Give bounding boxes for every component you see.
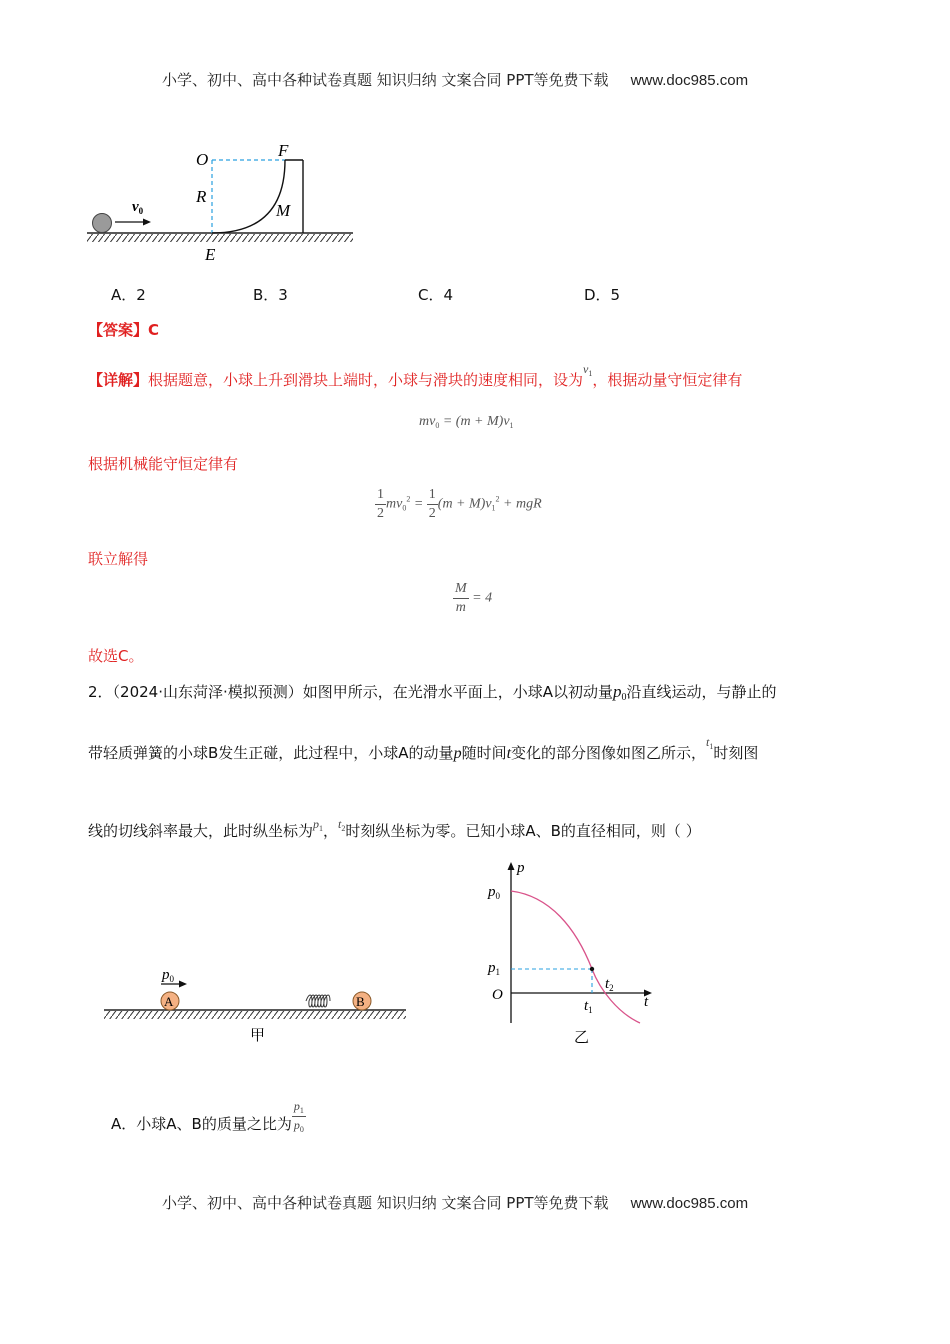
footer-url[interactable]: www.doc985.com bbox=[630, 1195, 749, 1212]
q2-line1: 2．（2024·山东菏泽·模拟预测）如图甲所示，在光滑水平面上，小球A以初动量$p_0$沿直线运动，与静止的 bbox=[88, 682, 777, 703]
v0-label: $v_0$ bbox=[132, 199, 144, 216]
answer-line bbox=[88, 319, 159, 340]
page-header bbox=[162, 69, 748, 90]
equation-ratio: $\frac{M}{m}$ = 4 bbox=[455, 581, 493, 615]
figure-yi bbox=[480, 858, 660, 1048]
option-a[interactable]: A．2 bbox=[111, 286, 146, 304]
yi-caption: 乙 bbox=[574, 1030, 590, 1046]
option-c[interactable]: C．4 bbox=[418, 286, 454, 304]
spring bbox=[306, 995, 330, 1007]
yi-p0-label: $p_0$ bbox=[488, 884, 500, 901]
label-E: E bbox=[205, 245, 216, 264]
q2-option-a-text: A．小球A、B的质量之比为 bbox=[111, 1115, 292, 1133]
yi-t-label: t bbox=[644, 994, 649, 1010]
q2-line2: 带轻质弹簧的小球B发生正碰，此过程中，小球A的动量p随时间t变化的部分图像如图乙所示，$^{t_1}$时刻图 bbox=[88, 735, 759, 762]
label-M: M bbox=[276, 201, 291, 220]
energy-label: 根据机械能守恒定律有 bbox=[88, 455, 239, 473]
velocity-arrowhead bbox=[143, 219, 151, 226]
ball-a-label: A bbox=[164, 994, 174, 1009]
yi-t1-label: $t_1$ bbox=[584, 998, 593, 1015]
combine-label: 联立解得 bbox=[88, 550, 149, 568]
detail-bracket: 【详解】 bbox=[88, 371, 149, 389]
answer-value: C bbox=[148, 321, 160, 339]
figure-jia bbox=[100, 960, 412, 1045]
detail-text2: ，根据动量守恒定律有 bbox=[592, 371, 743, 389]
answer-bracket: 【答案】 bbox=[88, 321, 149, 339]
detail-v1: v1 bbox=[583, 362, 593, 378]
jia-p0-label: $p_0$ bbox=[162, 967, 174, 984]
q2-line3: 线的切线斜率最大，此时纵坐标为$^{p_1}$，$^{t_2}$时刻纵坐标为零。已知小球A、B的直径相同，则（ ） bbox=[88, 817, 701, 840]
q2-option-a-fraction: $\frac{p_1}{p_0}$ bbox=[293, 1099, 304, 1134]
header-url[interactable]: www.doc985.com bbox=[630, 72, 749, 89]
option-d[interactable]: D．5 bbox=[584, 286, 621, 304]
label-R: R bbox=[196, 187, 207, 206]
page-footer bbox=[162, 1192, 748, 1213]
option-b[interactable]: B．3 bbox=[253, 286, 288, 304]
tangent-point bbox=[590, 967, 594, 971]
ball bbox=[93, 214, 112, 233]
ground-hatch bbox=[87, 234, 353, 242]
footer-text: 小学、初中、高中各种试卷真题 知识归纳 文案合同 PPT等免费下载 bbox=[162, 1194, 609, 1212]
label-O: O bbox=[196, 150, 209, 169]
equation-energy: $\frac{1}{2}$ $mv_0^2$ = $\frac{1}{2}$ $(m + M)v_1^2$ + mgR bbox=[377, 487, 542, 521]
momentum-curve bbox=[511, 891, 640, 1023]
figure-track bbox=[85, 140, 360, 265]
jia-caption: 甲 bbox=[250, 1028, 266, 1044]
yi-p1-label: $p_1$ bbox=[488, 960, 500, 977]
jia-arrowhead bbox=[179, 981, 187, 988]
ball-b-label: B bbox=[356, 994, 365, 1009]
detail-line bbox=[88, 362, 743, 390]
yi-y-arrowhead bbox=[508, 862, 515, 870]
equation-momentum: $mv_0 = (m + M)v_1$ bbox=[419, 414, 514, 430]
label-F: F bbox=[278, 141, 289, 160]
yi-origin-label: O bbox=[492, 987, 503, 1003]
arc-surface bbox=[212, 160, 285, 233]
header-text: 小学、初中、高中各种试卷真题 知识归纳 文案合同 PPT等免费下载 bbox=[162, 71, 609, 89]
jia-hatch bbox=[104, 1011, 406, 1019]
choose-line: 故选C。 bbox=[88, 647, 144, 665]
yi-p-label: p bbox=[517, 860, 525, 876]
detail-text1: 根据题意，小球上升到滑块上端时，小球与滑块的速度相同，设为 bbox=[148, 371, 584, 389]
yi-t2-label: $t_2$ bbox=[605, 976, 614, 993]
q2-option-a[interactable] bbox=[111, 1099, 306, 1142]
